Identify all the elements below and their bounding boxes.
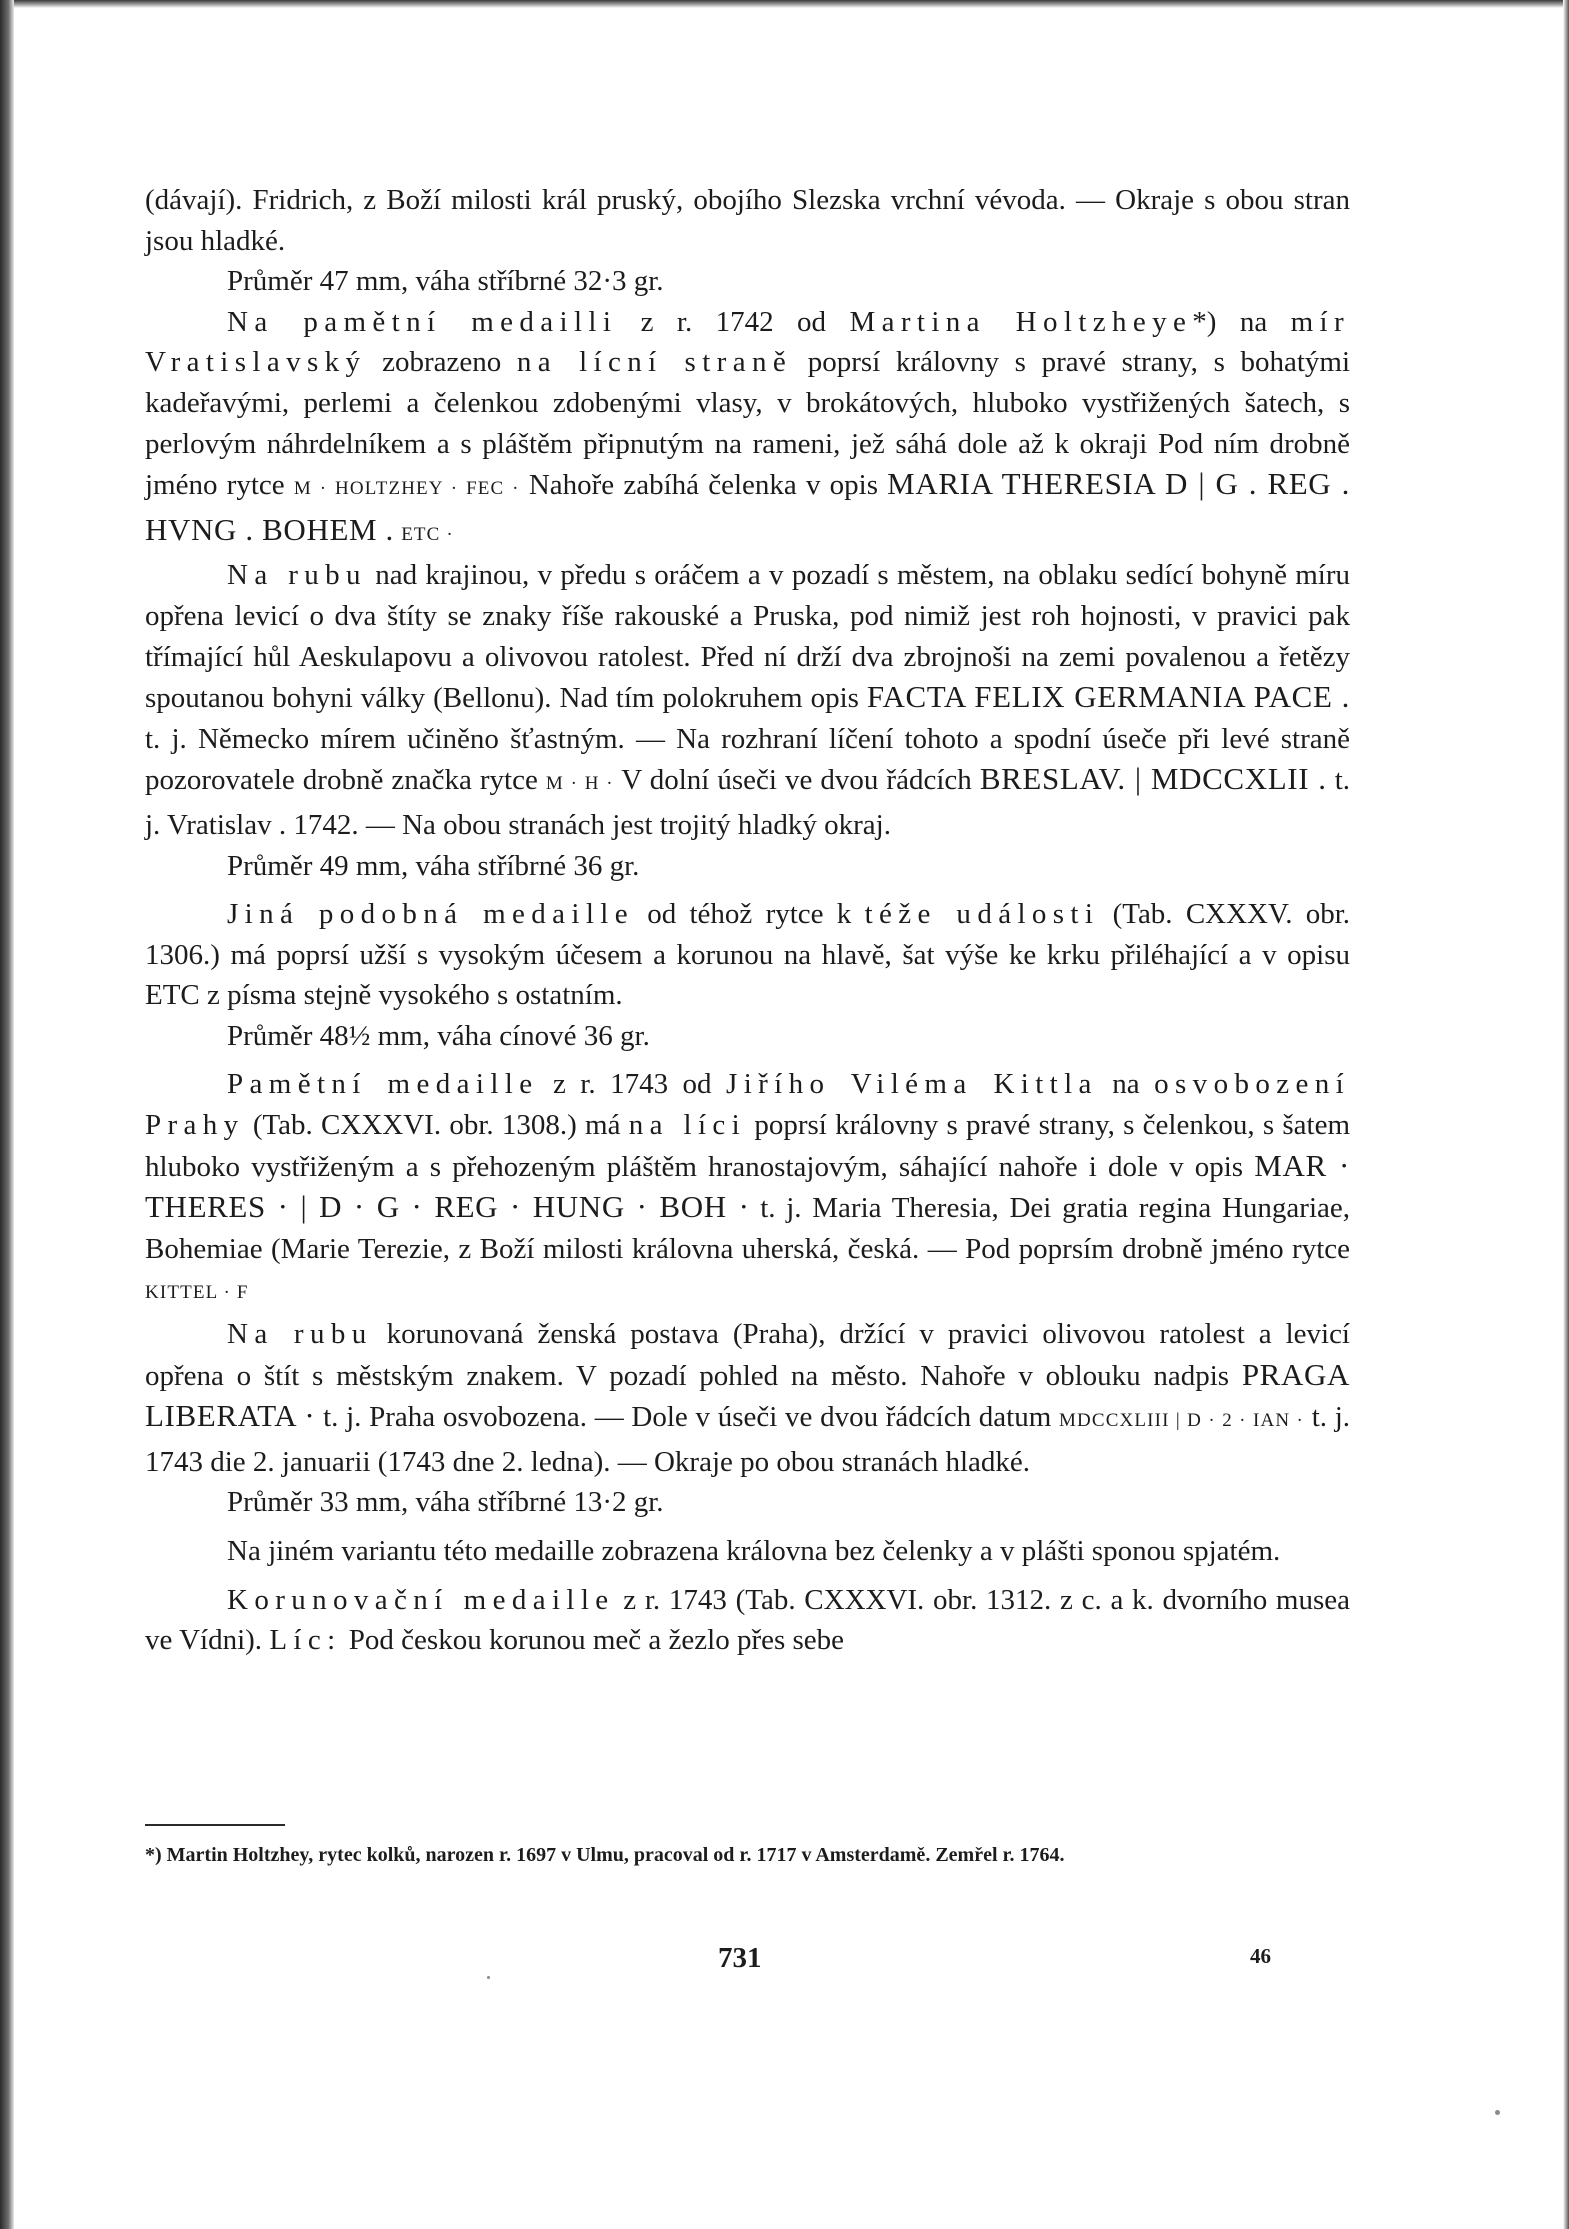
text-run: korunovaná ženská postava (Praha), držící v pravici olivovou ratolest a levicí opřena o štít s městským znakem. V pozadí pohled na město. Nahoře v oblouku nadpis <box>145 1318 1350 1392</box>
spaced-heading: Pamětní medaille <box>227 1068 539 1101</box>
spaced-term: na líci <box>628 1109 747 1142</box>
paragraph <box>145 894 1350 1016</box>
medal-legend: FACTA FELIX GERMANIA PACE . <box>866 679 1350 715</box>
paragraph-diameter: Průměr 33 mm, váha stříbrné 13·2 gr. <box>227 1486 664 1519</box>
page-number: 731 <box>718 1942 762 1974</box>
paragraph-diameter: Průměr 49 mm, váha stříbrné 36 gr. <box>227 849 640 882</box>
medal-legend: MARIA THERESIA D | G . REG . HVNG . BOHEM . <box>145 466 1350 547</box>
footnote-text: *) Martin Holtzhey, rytec kolků, narozen r. 1697 v Ulmu, pracoval od r. 1717 v Amsterdamě. Zemřel r. 1764. <box>145 1844 1065 1866</box>
paragraph: Na jiném variantu této medaille zobrazena královna bez čelenky a v plášti sponou spjatém. <box>227 1535 1281 1567</box>
spaced-term: téže události <box>864 898 1100 931</box>
person-name: Jiřího Viléma Kittla <box>726 1068 1098 1101</box>
paragraph-diameter: Průměr 48½ mm, váha cínové 36 gr. <box>227 1019 650 1052</box>
scan-speck <box>1495 2110 1500 2115</box>
sheet-signature-number: 46 <box>1250 1944 1271 1968</box>
paragraph <box>145 555 1350 845</box>
text-run: *) na <box>1192 305 1268 338</box>
text-run: t. j. Maria Theresia, Dei gratia regina Hungariae, Bohemiae (Marie Terezie, z Boží milosti královna uherská, česká. — Pod poprsím drobně jméno rytce <box>145 1192 1350 1265</box>
spaced-term: mír Vratislavský <box>145 305 1351 379</box>
medal-legend: PRAGA LIBERATA · <box>145 1356 1350 1434</box>
spaced-term: na lícní straně <box>516 346 793 379</box>
text-run: t. j. Praha osvobozena. — Dole v úseči ve dvou řádcích datum <box>323 1401 1052 1434</box>
medal-legend-small: ETC · <box>401 523 454 545</box>
scan-right-edge <box>1563 0 1569 2229</box>
spaced-heading: Na rubu <box>227 559 367 592</box>
paragraph <box>145 1580 1350 1661</box>
text-run: V dolní úseči ve dvou řádcích <box>621 764 972 797</box>
footnote-divider <box>145 1824 285 1826</box>
spaced-heading: Na pamětní medailli <box>227 305 618 338</box>
text-run: poprsí královny s pravé strany, s bohatými kadeřavými, perlemi a čelenkou zdobenými vlasy, v brokátových, hluboko vystřižených šatech, s perlovým náhrdelníkem a s pláštěm připnutým na rameni, jež sáhá dole až k okraji Pod ním drobně jméno rytce <box>145 346 1351 502</box>
text-run: zobrazeno <box>382 346 502 379</box>
medal-legend: BRESLAV. | MDCCXLII . <box>979 761 1327 797</box>
spaced-heading: Na rubu <box>227 1318 373 1351</box>
spaced-heading: Jiná podobná medaille <box>227 898 634 931</box>
medal-legend: MAR · THERES · | D · G · REG · HUNG · BOH · <box>145 1147 1351 1225</box>
text-run: t. j. Německo mírem učiněno šťastným. — Na rozhraní líčení tohoto a spodní úseče při levé straně pozorovatele drobně značka rytce <box>145 722 1350 797</box>
text-run: na <box>1112 1068 1140 1101</box>
text-run: Nahoře zabíhá čelenka v opis <box>528 469 878 502</box>
text-run: z r. 1743 (Tab. CXXXVI. obr. 1312. z c. a k. dvorního musea ve Vídni). <box>145 1583 1351 1657</box>
paragraph: (dávají). Fridrich, z Boží milosti král pruský, obojího Slezska vrchní vévoda. — Okraje s obou stran jsou hladké. <box>145 184 1350 257</box>
paragraph <box>145 302 1350 556</box>
medal-date: MDCCXLIII | D · 2 · IAN · <box>1059 1410 1305 1432</box>
engraver-signature: M · HOLTZHEY · FEC · <box>293 478 520 500</box>
spaced-heading: Korunovační medaille <box>227 1583 615 1616</box>
text-run: z r. 1742 od <box>640 305 827 338</box>
text-run: (Tab. CXXXV. obr. 1306.) má poprsí užší s vysokým účesem a korunou na hlavě, šat výše ke krku přiléhající a v opisu ETC z písma stejně vysokého s ostatním. <box>145 898 1351 1012</box>
scan-top-edge <box>0 0 1569 8</box>
text-run: od téhož rytce k <box>647 898 852 931</box>
main-text <box>145 180 1350 1661</box>
spaced-term: Líc: <box>269 1624 342 1657</box>
text-run: nad krajinou, v předu s oráčem a v pozadí s městem, na oblaku sedící bohyně míru opřena levicí o dva štíty se znaky říše rakouské a Pruska, pod nimiž jest roh hojnosti, v pravici pak třímající hůl Aeskulapovu a olivovou ratolest. Před ní drží dva zbrojnoši na zemi povalenou a řetězy spoutanou bohyni války (Bellonu). Nad tím polokruhem opis <box>145 559 1351 715</box>
scan-speck <box>487 1976 490 1979</box>
paragraph <box>145 1064 1350 1314</box>
text-run: t. j. Vratislav . 1742. — Na obou stranách jest trojitý hladký okraj. <box>145 764 1351 841</box>
text-run: (Tab. CXXXVI. obr. 1308.) má <box>252 1109 621 1142</box>
text-run: z r. 1743 od <box>552 1068 712 1101</box>
footnote <box>145 1838 1350 1872</box>
person-name: Martina Holtzheye <box>849 305 1193 338</box>
text-run: poprsí královny s pravé strany, s čelenkou, s šatem hluboko vystřiženým a s přehozeným pláštěm hranostajovým, sáhající nahoře i dole v opis <box>145 1109 1351 1183</box>
paragraph <box>145 1314 1350 1482</box>
scan-left-edge <box>0 0 14 2229</box>
engraver-mark: M · H · <box>545 773 614 795</box>
text-run: Pod českou korunou meč a žezlo přes sebe <box>348 1624 845 1657</box>
text-run: t. j. 1743 die 2. januarii (1743 dne 2. ledna). — Okraje po obou stranách hladké. <box>145 1401 1351 1478</box>
paragraph-diameter: Průměr 47 mm, váha stříbrné 32·3 gr. <box>227 265 664 298</box>
engraver-signature: KITTEL · F <box>145 1282 249 1304</box>
spaced-term: osvobození Prahy <box>145 1068 1351 1142</box>
